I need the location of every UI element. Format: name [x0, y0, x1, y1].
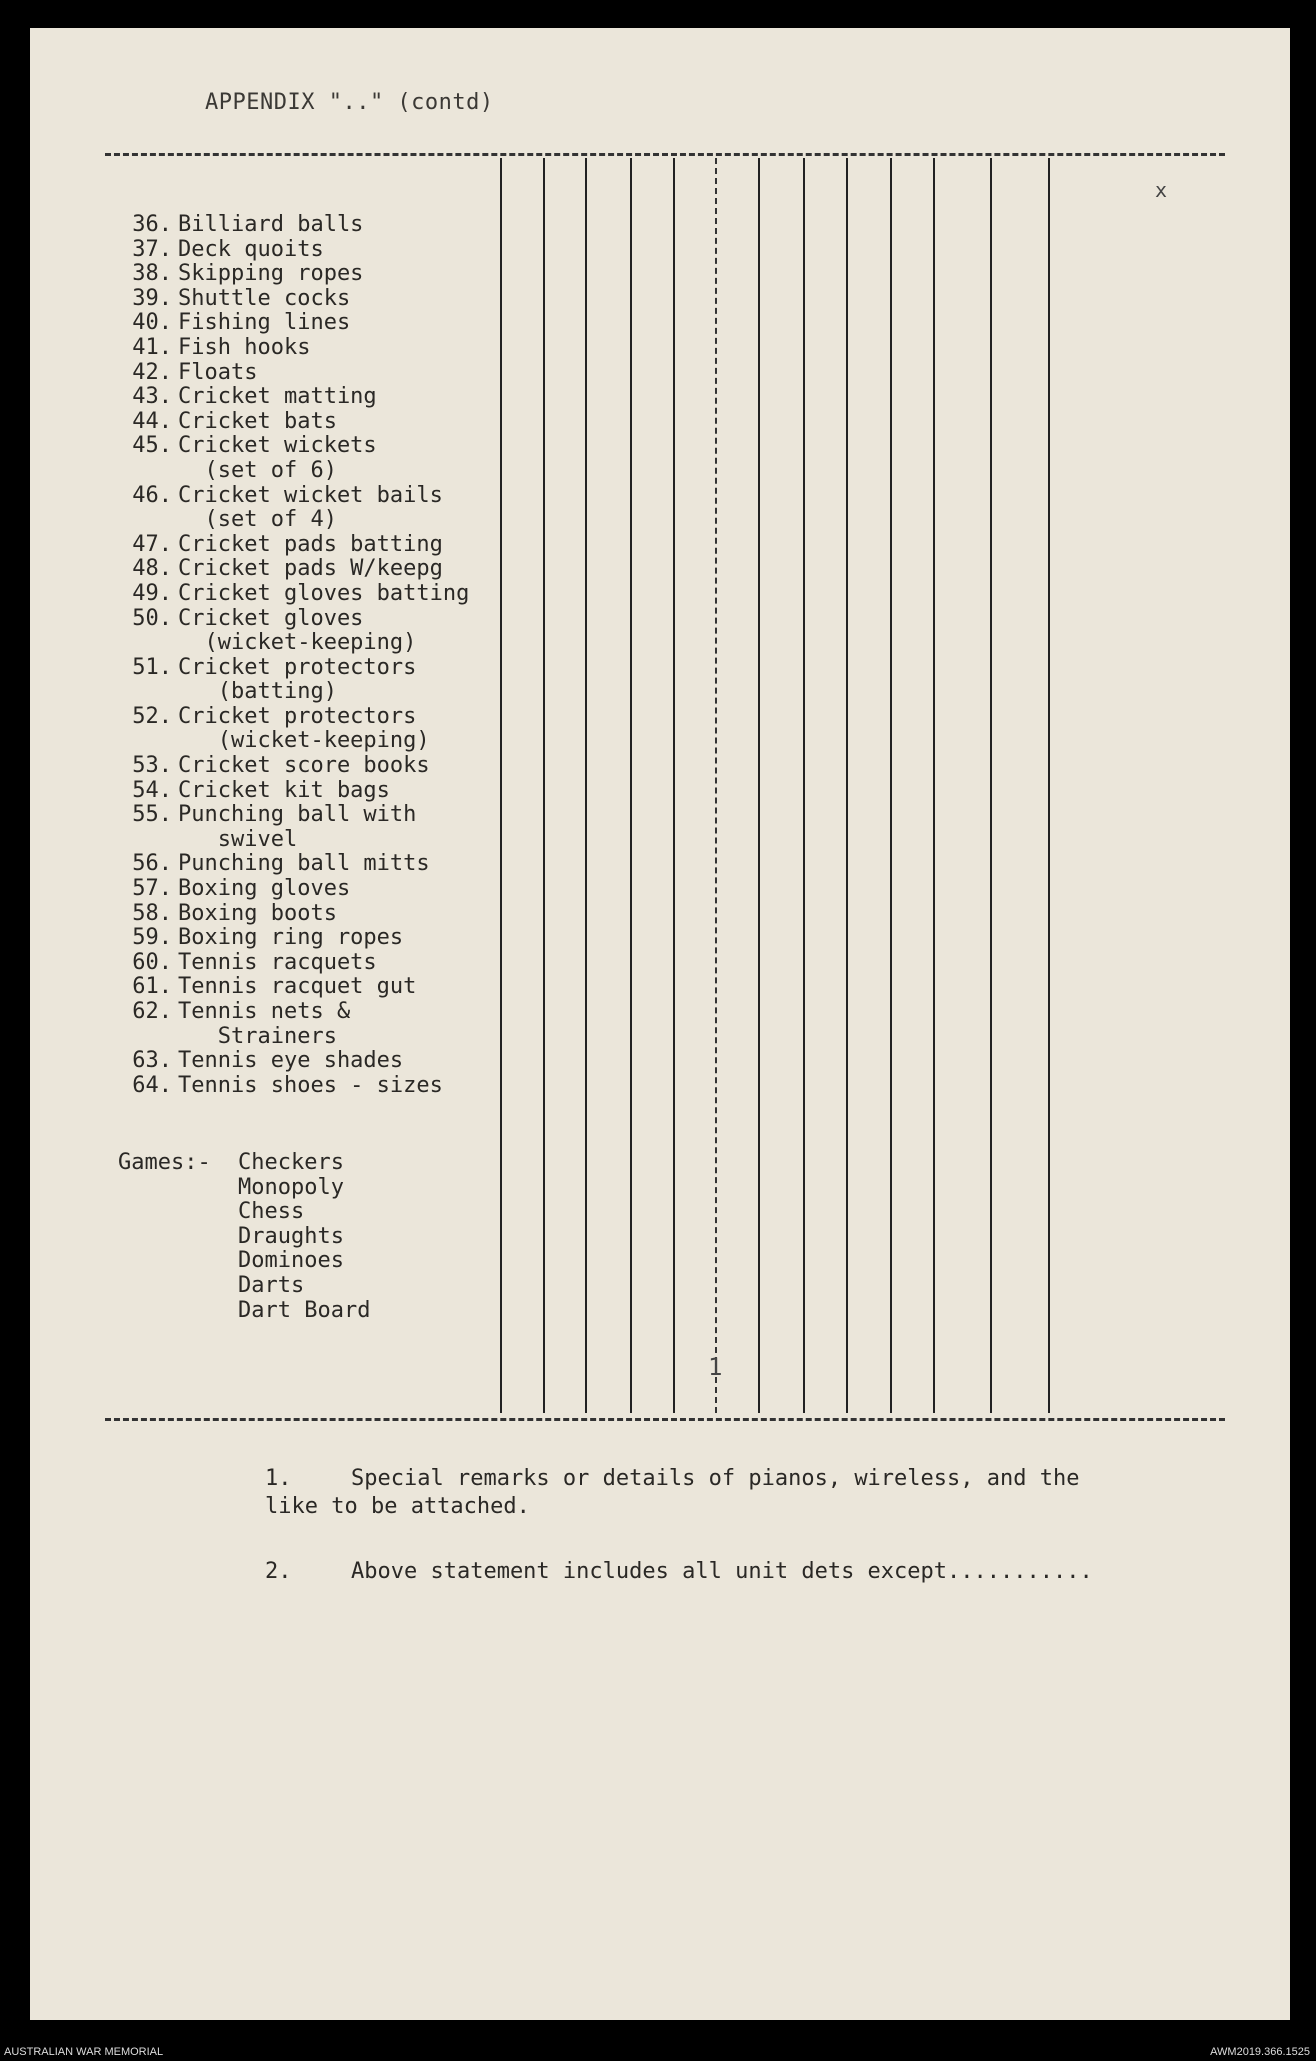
item-label: Cricket gloves [178, 605, 364, 631]
note-number: 2. [265, 1559, 292, 1584]
item-number: 38. [132, 261, 172, 287]
item-number: 44. [132, 408, 172, 434]
item-number: 57. [132, 876, 172, 902]
item-label: Deck quoits [178, 236, 324, 262]
item-label: Skipping ropes [178, 261, 364, 287]
note-2 [265, 1558, 1093, 1586]
item-label: Tennis racquets [178, 949, 377, 975]
list-item-continuation [114, 459, 469, 484]
item-label: Tennis nets & [178, 999, 351, 1024]
item-number: 59. [132, 925, 172, 951]
item-label: swivel [178, 826, 298, 852]
document-page [30, 28, 1290, 2020]
list-item [114, 262, 469, 287]
list-item [114, 803, 469, 828]
item-list [114, 213, 469, 1098]
column-rule [673, 158, 675, 1413]
list-item [114, 582, 469, 607]
item-number: 43. [132, 384, 172, 410]
note-text: Special remarks or details of pianos, wireless, and the [351, 1466, 1080, 1491]
column-rule [500, 158, 502, 1413]
list-item [114, 951, 469, 976]
list-item-continuation [114, 729, 469, 754]
item-label: (set of 6) [178, 457, 337, 483]
game-item: Dominoes [238, 1248, 344, 1274]
item-number: 36. [132, 212, 172, 237]
item-number: 52. [132, 703, 172, 729]
column-rule [543, 158, 545, 1413]
corner-mark: x [1155, 178, 1168, 202]
item-label: Boxing boots [178, 900, 337, 926]
item-number: 58. [132, 900, 172, 926]
item-label: Cricket score books [178, 753, 430, 779]
list-item [114, 336, 469, 361]
item-label: Billiard balls [178, 212, 364, 237]
game-item: Chess [238, 1199, 305, 1225]
game-item: Draughts [238, 1223, 344, 1249]
item-label: Shuttle cocks [178, 285, 351, 311]
item-number: 47. [132, 531, 172, 557]
item-number: 42. [132, 359, 172, 385]
list-item [114, 213, 469, 238]
item-label: Fishing lines [178, 310, 351, 336]
item-number: 51. [132, 654, 172, 680]
column-rule [990, 158, 992, 1413]
item-label: Cricket matting [178, 384, 377, 410]
item-label: Tennis racquet gut [178, 974, 417, 1000]
item-label: Floats [178, 359, 258, 385]
list-item [114, 238, 469, 263]
item-label: Tennis eye shades [178, 1048, 404, 1074]
item-number: 46. [132, 482, 172, 508]
column-rule [758, 158, 760, 1413]
game-item: Monopoly [238, 1174, 344, 1200]
item-label: Cricket pads W/keepg [178, 556, 443, 582]
list-item [114, 1074, 469, 1099]
item-number: 49. [132, 580, 172, 606]
game-item: Checkers [238, 1150, 344, 1175]
list-item [114, 1049, 469, 1074]
footer-right: AWM2019.366.1525 [1210, 2046, 1310, 2058]
list-item [114, 1000, 469, 1025]
item-number: 39. [132, 285, 172, 311]
note-1 [265, 1465, 1079, 1521]
list-item [114, 607, 469, 632]
item-label: Cricket wickets [178, 433, 377, 459]
list-item [114, 877, 469, 902]
game-item: Dart Board [238, 1297, 371, 1323]
item-label: Punching ball mitts [178, 851, 430, 877]
column-rule [803, 158, 805, 1413]
item-label: (wicket-keeping) [178, 630, 417, 656]
list-item [114, 926, 469, 951]
column-rule [585, 158, 587, 1413]
list-item [114, 975, 469, 1000]
top-dashed-rule [105, 153, 1225, 156]
list-item [114, 705, 469, 730]
list-item [114, 533, 469, 558]
list-item [114, 410, 469, 435]
note-number: 1. [265, 1466, 292, 1491]
item-label: Cricket protectors [178, 654, 417, 680]
item-number: 64. [132, 1072, 172, 1098]
list-item-continuation [114, 680, 469, 705]
item-label: Cricket kit bags [178, 777, 390, 803]
games-label: Games:- [118, 1150, 211, 1175]
item-label: (wicket-keeping) [178, 728, 430, 754]
item-label: Cricket wicket bails [178, 482, 443, 508]
page-heading: APPENDIX ".." (contd) [205, 90, 494, 115]
list-item [114, 779, 469, 804]
column-rule [630, 158, 632, 1413]
bottom-dashed-rule [105, 1418, 1225, 1421]
item-number: 62. [132, 999, 172, 1024]
item-label: Tennis shoes - sizes [178, 1072, 443, 1098]
item-number: 55. [132, 802, 172, 828]
list-item [114, 385, 469, 410]
item-number: 48. [132, 556, 172, 582]
list-item [114, 852, 469, 877]
list-item-continuation [114, 1025, 469, 1050]
column-rule [933, 158, 935, 1413]
item-label: Boxing gloves [178, 876, 351, 902]
list-item [114, 434, 469, 459]
item-label: Cricket protectors [178, 703, 417, 729]
item-label: Cricket gloves batting [178, 580, 470, 606]
column-rule [715, 158, 717, 1413]
game-item: Darts [238, 1272, 305, 1298]
list-item [114, 656, 469, 681]
item-number: 53. [132, 753, 172, 779]
item-number: 56. [132, 851, 172, 877]
item-label: (set of 4) [178, 507, 337, 533]
item-label: Boxing ring ropes [178, 925, 404, 951]
footer-left: AUSTRALIAN WAR MEMORIAL [4, 2046, 164, 2058]
item-number: 41. [132, 334, 172, 360]
list-item [114, 361, 469, 386]
list-item-continuation [114, 828, 469, 853]
list-item [114, 754, 469, 779]
list-item [114, 311, 469, 336]
list-item-continuation [114, 508, 469, 533]
item-number: 50. [132, 605, 172, 631]
note-text-continued: like to be attached. [265, 1494, 530, 1519]
list-item-continuation [114, 631, 469, 656]
item-label: Strainers [178, 1023, 337, 1049]
item-number: 60. [132, 949, 172, 975]
item-number: 37. [132, 236, 172, 262]
list-item [114, 557, 469, 582]
item-number: 61. [132, 974, 172, 1000]
note-text: Above statement includes all unit dets except........... [351, 1559, 1093, 1584]
item-label: Cricket pads batting [178, 531, 443, 557]
column-rule [1048, 158, 1050, 1413]
item-label: Punching ball with [178, 802, 417, 828]
item-number: 40. [132, 310, 172, 336]
games-section [118, 1151, 370, 1323]
item-number: 54. [132, 777, 172, 803]
item-number: 63. [132, 1048, 172, 1074]
item-number: 45. [132, 433, 172, 459]
column-rule [846, 158, 848, 1413]
item-label: Fish hooks [178, 334, 311, 360]
column-mark: 1 [708, 1353, 723, 1381]
list-item [114, 484, 469, 509]
list-item [114, 287, 469, 312]
item-label: Cricket bats [178, 408, 337, 434]
list-item [114, 902, 469, 927]
column-rule [890, 158, 892, 1413]
item-label: (batting) [178, 679, 337, 705]
